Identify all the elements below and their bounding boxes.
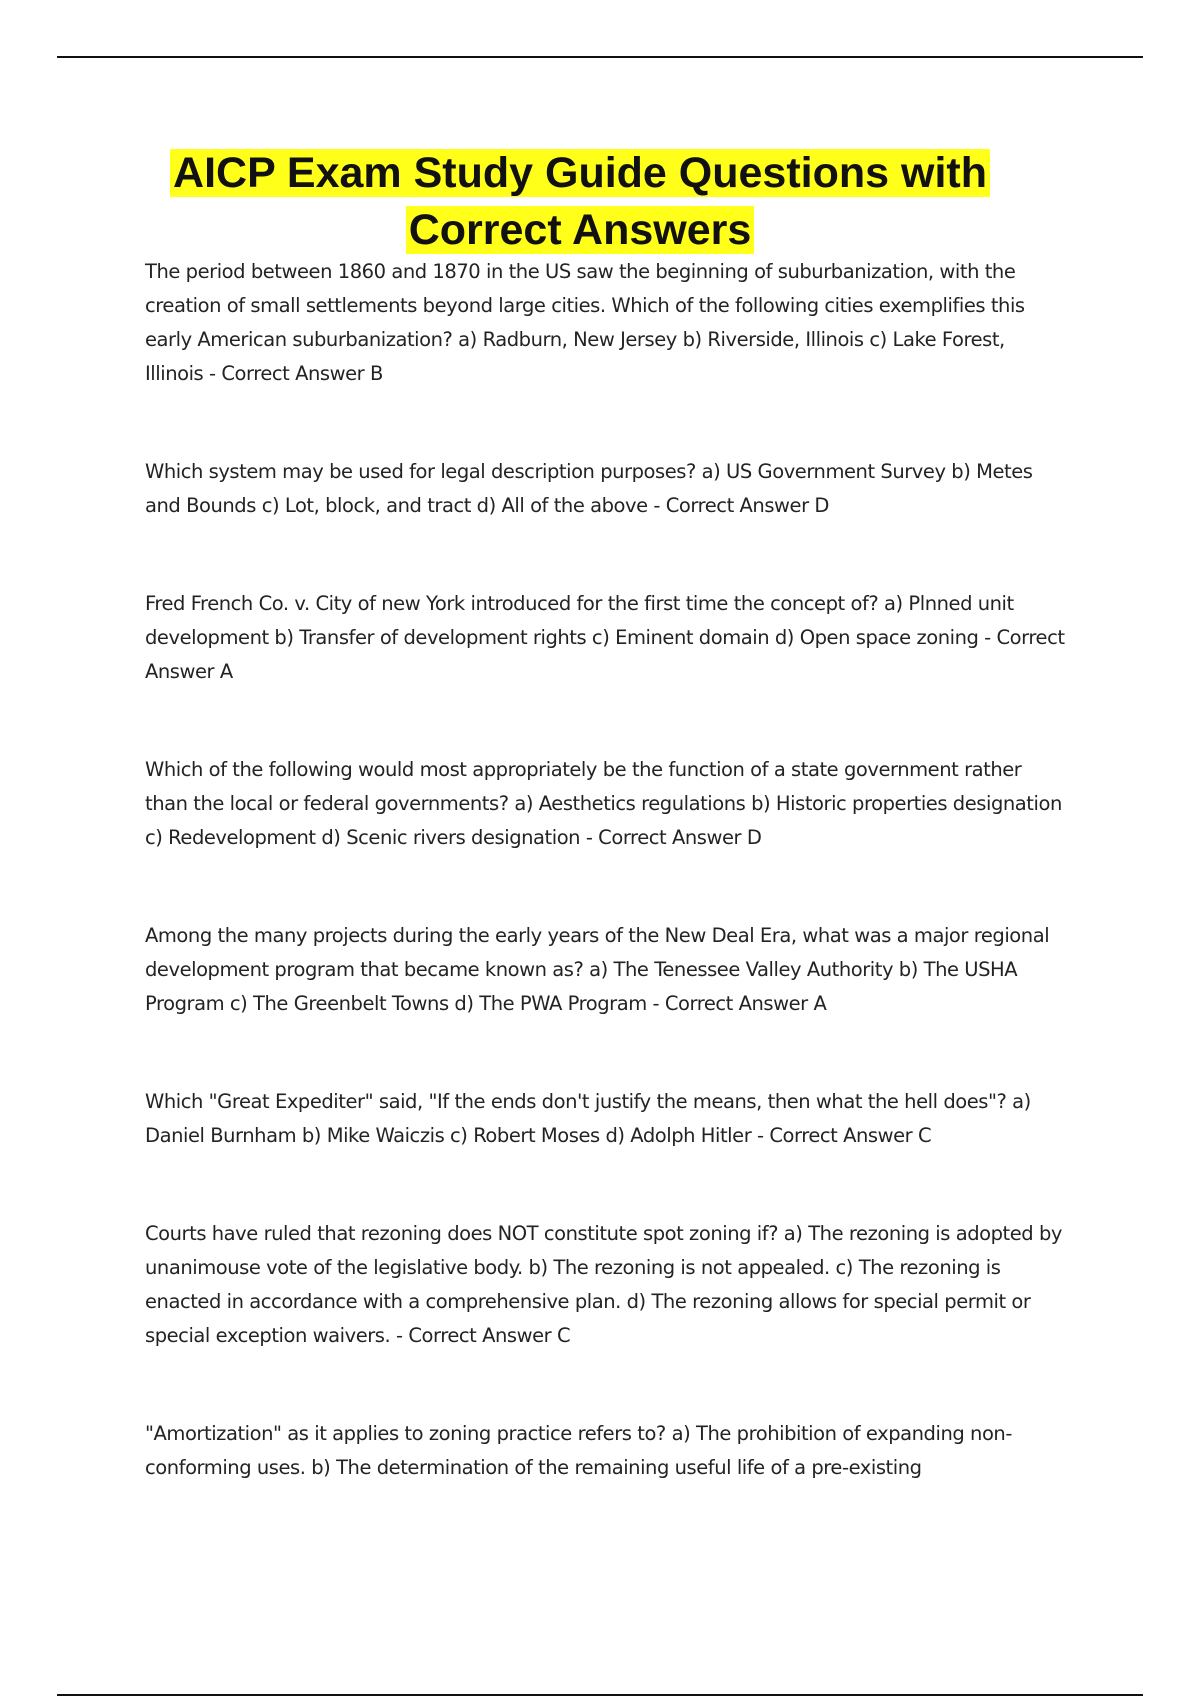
question-list xyxy=(145,255,1065,1549)
question-item: Which of the following would most appropriately be the function of a state government rather than the local or federal governments? a) Aesthetics regulations b) Historic properties designation c) Redevelopment d) Scenic rivers designation - Correct Answer D xyxy=(145,758,1062,849)
question-item: "Amortization" as it applies to zoning practice refers to? a) The prohibition of expanding non-conforming uses. b) The determination of the remaining useful life of a pre-existing xyxy=(145,1422,1012,1479)
title-highlight: AICP Exam Study Guide Questions with Correct Answers xyxy=(170,149,990,254)
question-item: Fred French Co. v. City of new York introduced for the first time the concept of? a) Plnned unit development b) Transfer of development rights c) Eminent domain d) Open space zoning - Correct Answer A xyxy=(145,592,1065,683)
question-item: Among the many projects during the early years of the New Deal Era, what was a major regional development program that became known as? a) The Tenessee Valley Authority b) The USHA Program c) The Greenbelt Towns d) The PWA Program - Correct Answer A xyxy=(145,924,1050,1015)
question-item: The period between 1860 and 1870 in the US saw the beginning of suburbanization, with the creation of small settlements beyond large cities. Which of the following cities exemplifies this early American suburbanization? a) Radburn, New Jersey b) Riverside, Illinois c) Lake Forest, Illinois - Correct Answer B xyxy=(145,260,1025,385)
document-title xyxy=(100,145,1060,259)
question-item: Which "Great Expediter" said, "If the ends don't justify the means, then what the hell does"? a) Daniel Burnham b) Mike Waiczis c) Robert Moses d) Adolph Hitler - Correct Answer C xyxy=(145,1090,1031,1147)
bottom-rule xyxy=(57,1694,1143,1696)
top-rule xyxy=(57,56,1143,58)
question-item: Courts have ruled that rezoning does NOT constitute spot zoning if? a) The rezoning is adopted by unanimouse vote of the legislative body. b) The rezoning is not appealed. c) The rezoning is enacted in accordance with a comprehensive plan. d) The rezoning allows for special permit or special exception waivers. - Correct Answer C xyxy=(145,1222,1062,1347)
question-item: Which system may be used for legal description purposes? a) US Government Survey b) Metes and Bounds c) Lot, block, and tract d) All of the above - Correct Answer D xyxy=(145,460,1033,517)
